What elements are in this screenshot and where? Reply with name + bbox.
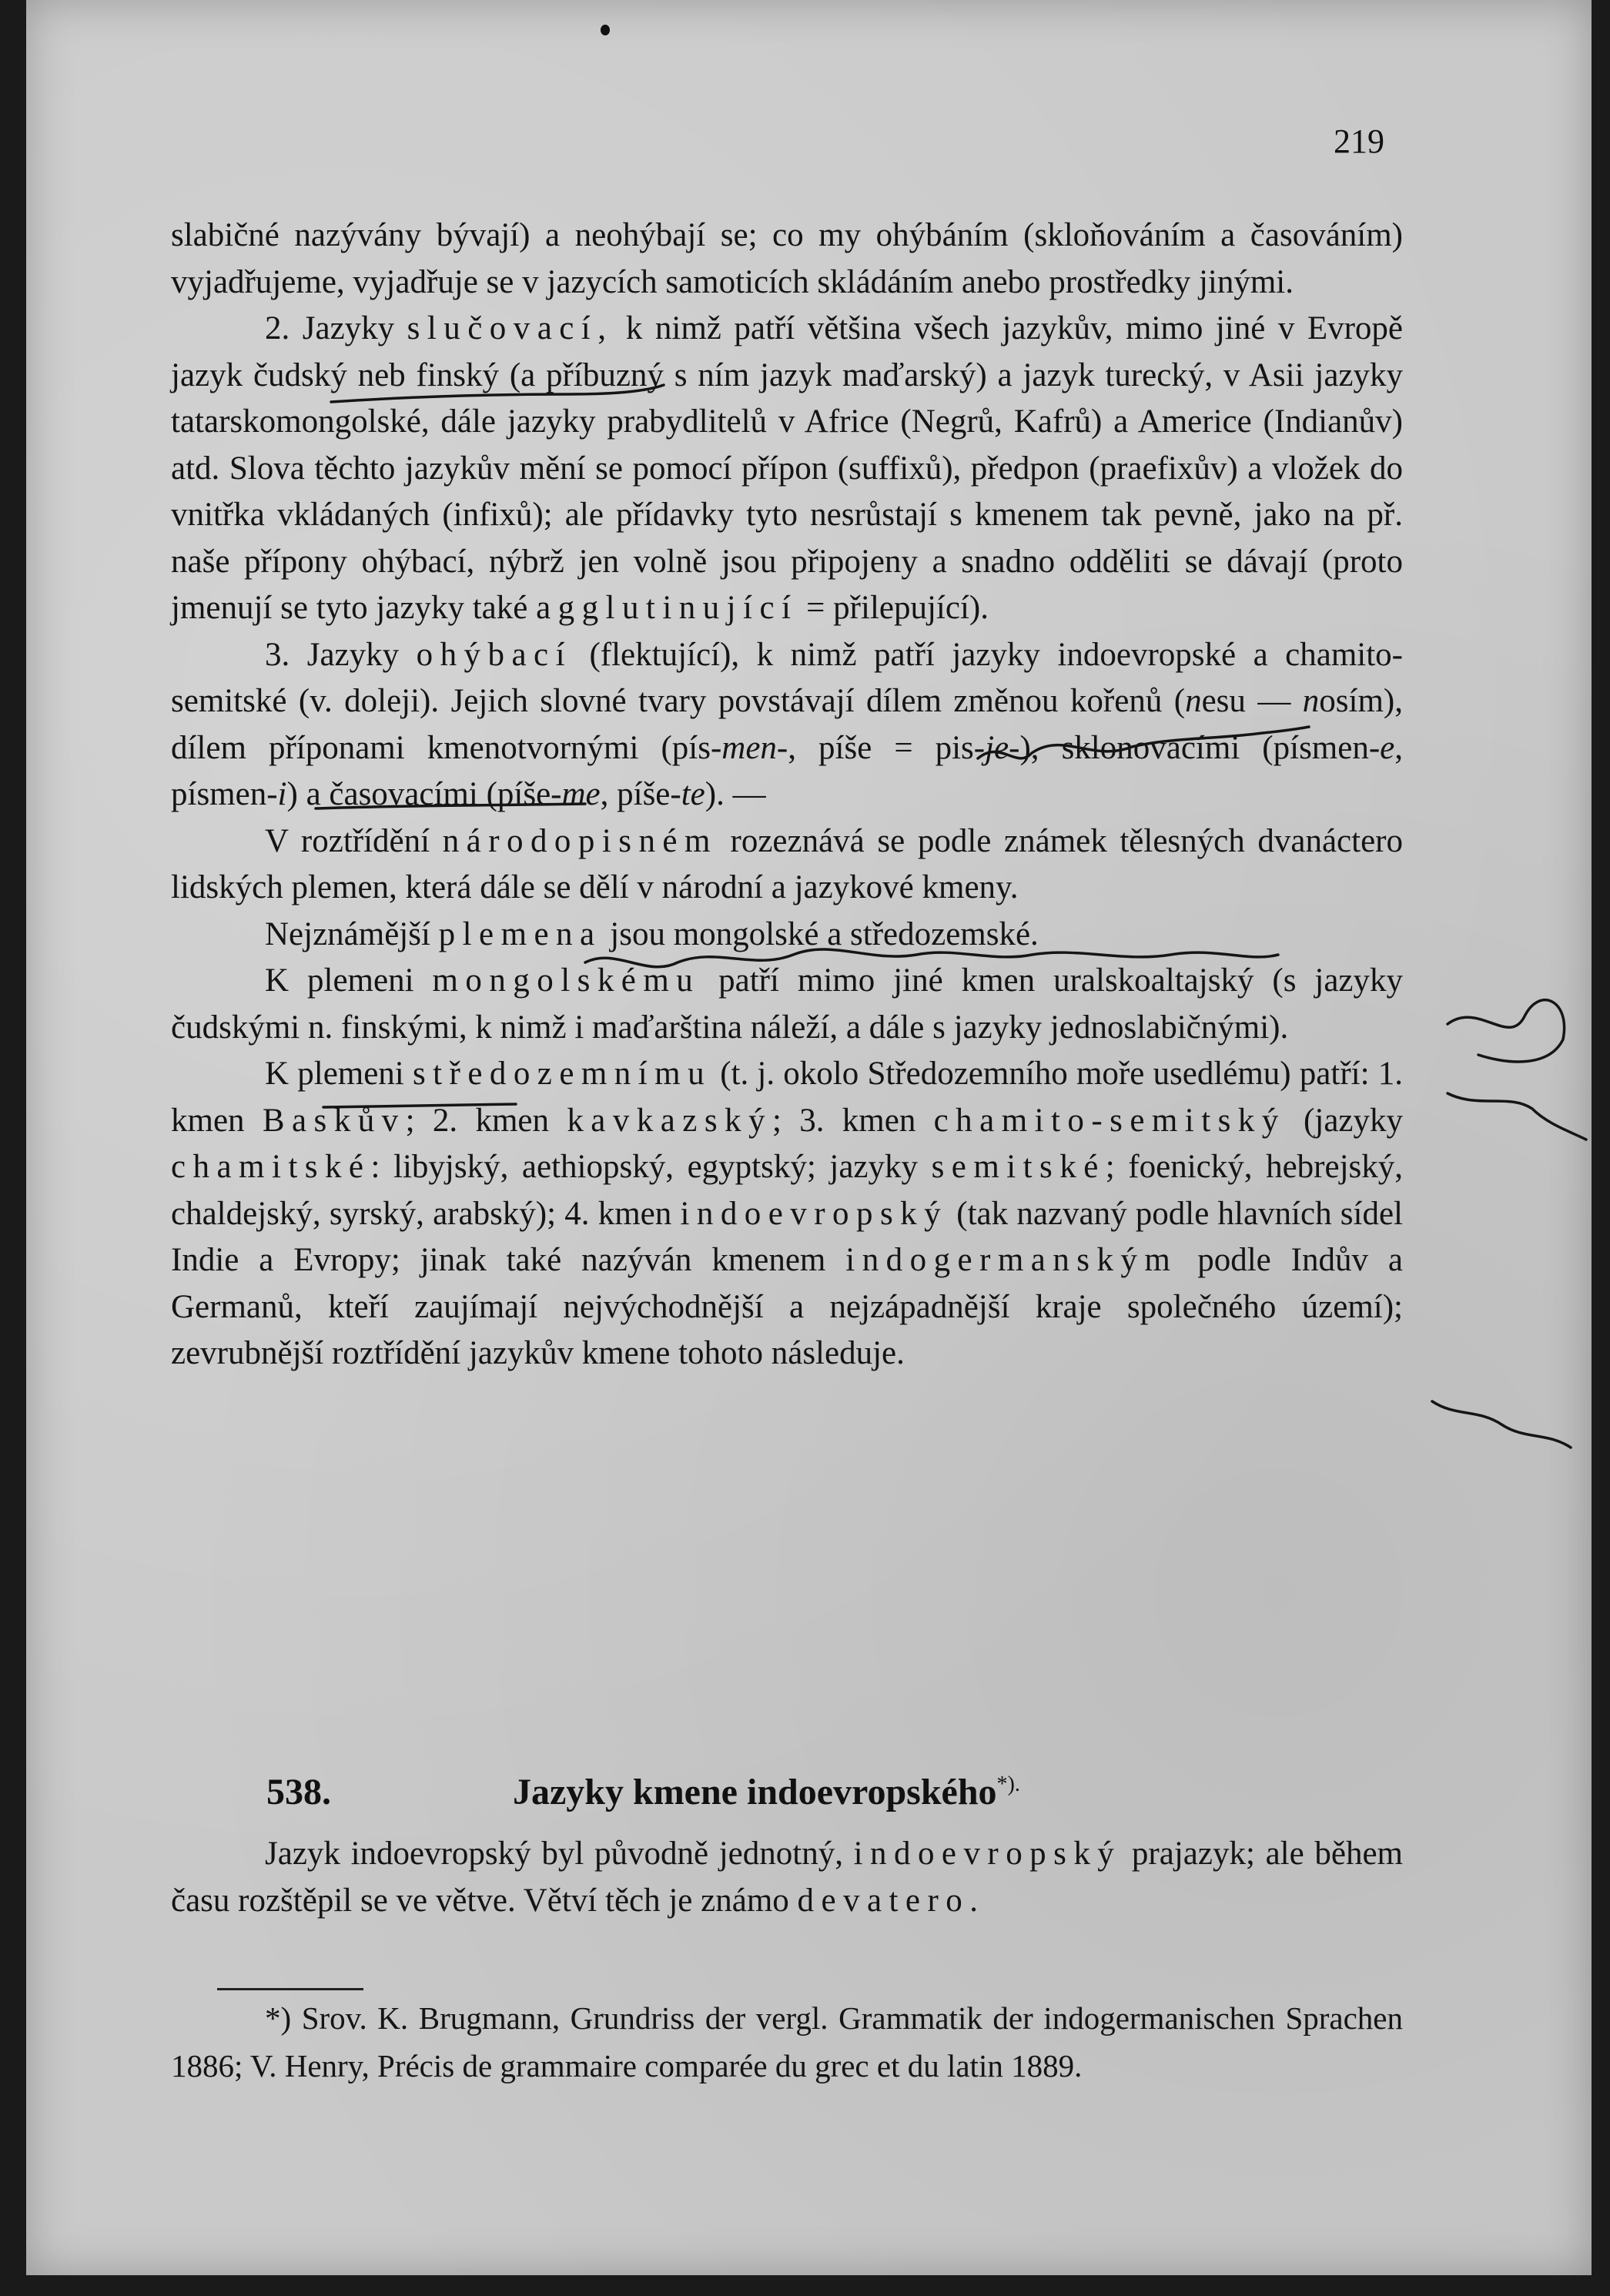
- paragraph-2: [171, 306, 1403, 632]
- italic-run: me: [561, 776, 601, 812]
- text-run: ) a časovacími (píše-: [286, 776, 562, 812]
- text-run: esu —: [1201, 683, 1303, 719]
- text-run: ; 3. kmen: [772, 1102, 934, 1139]
- italic-run: i: [277, 776, 287, 812]
- italic-run: te: [681, 776, 705, 812]
- text-run: K plemeni: [265, 962, 433, 999]
- italic-run: men: [721, 729, 777, 766]
- ink-speck: [601, 25, 610, 35]
- footnote: [171, 1994, 1403, 2090]
- section-number: 538.: [266, 1772, 331, 1812]
- text-run: k nimž patří většina všech jazykův, mimo jiné v Evropě jazyk čudský neb finský (a příbuzný s ním jazyk maďarský) a jazyk turecký, v Asii jazyky tatarskomongolské, dále jazyky prabydlitelů v Africe (Negrů, Kafrů) a Americe (Indianův) atd. Slova těchto jazykův mění se pomocí přípon (suffixů), předpon (praefixův) a vložek do vnitřka vkládaných (infixů); ale přídavky tyto nesrůstají s kmenem tak pevně, jako na př. naše přípony ohýbací, nýbrž jen volně jsou připojeny a snadno odděliti se dávají (proto jmenují se tyto jazyky také: [171, 310, 1404, 626]
- text-run: = přilepující).: [798, 590, 989, 626]
- text-run: podle Indův a Germanů, kteří zaujímají nejvýchodnější a nejzápadnější kraje společného území); zevrubnější roztřídění jazykův kmene tohoto následuje.: [171, 1242, 1403, 1371]
- spaced-term: slučovací,: [407, 310, 614, 346]
- body-text: [171, 213, 1403, 1377]
- text-run: 3. Jazyky: [265, 636, 417, 673]
- paragraph-7: [171, 1051, 1403, 1377]
- text-run: : libyjský, aethiopský, egyptský; jazyky: [370, 1149, 932, 1185]
- footnote-text: *) Srov. K. Brugmann, Grundriss der vergl. Grammatik der indogermanischen Sprachen 1886; V. Henry, Précis de grammaire comparée du grec et du latin 1889.: [171, 2000, 1403, 2083]
- text-run: prajazyk; ale během času rozštěpil se ve větve. Větví těch je známo: [171, 1836, 1403, 1919]
- text-run: rozeznává se podle známek tělesných dvanáctero lidských plemen, která dále se dělí v národní a jazykové kmeny.: [171, 822, 1403, 905]
- text-run: (tak nazvaný podle hlavních sídel Indie a Evropy; jinak také nazýván kmenem: [171, 1195, 1403, 1278]
- text-run: 2. Jazyky: [265, 310, 407, 346]
- spaced-term: národopisném: [442, 822, 718, 859]
- paragraph-3: [171, 632, 1403, 818]
- spaced-term: indogermanským: [845, 1242, 1178, 1278]
- italic-run: n: [1302, 683, 1320, 719]
- text-run: Nejznámější: [265, 915, 439, 952]
- text-run: -, píše = pis-: [776, 729, 986, 766]
- spaced-term: indoevropský: [853, 1836, 1122, 1872]
- spaced-term: devatero: [797, 1882, 970, 1919]
- text-run: Jazyk indoevropský byl původně jednotný,: [265, 1836, 854, 1872]
- text-run: jsou mongolské a středozemské.: [601, 915, 1039, 952]
- spaced-term: chamitské: [171, 1149, 371, 1185]
- text-run: (t. j. okolo Středozemního moře usedlému) patří: 1. kmen: [171, 1056, 1403, 1139]
- spaced-term: semitské: [931, 1149, 1106, 1185]
- text-run: -), sklonovacími (písmen-: [1009, 729, 1381, 766]
- text-run: .: [969, 1882, 978, 1919]
- text-run: (flektující), k nimž patří jazyky indoevropské a chamito-semitské (v. doleji). Jejich slovné tvary povstávají dílem změnou kořenů (: [171, 636, 1403, 719]
- section-title-text: Jazyky kmene indoevropského: [513, 1772, 997, 1812]
- text-run: osím), dílem příponami kmenotvornými (pís-: [171, 683, 1403, 766]
- text-run: V roztřídění: [265, 822, 443, 859]
- text-run: , písmen-: [171, 729, 1403, 812]
- text-run: ; 2. kmen: [405, 1102, 567, 1139]
- spaced-term: Baskův: [262, 1102, 406, 1139]
- spaced-term: středozemnímu: [412, 1056, 712, 1092]
- text-run: K plemeni: [265, 1056, 413, 1092]
- paragraph-6: [171, 958, 1403, 1051]
- footnote-mark: *).: [996, 1772, 1020, 1796]
- section-body: [171, 1831, 1403, 1924]
- text-run: , píše-: [600, 776, 681, 812]
- spaced-term: agglutinující: [536, 590, 798, 626]
- footnote-rule: [217, 1988, 363, 1990]
- text-run: (jazyky: [1285, 1102, 1403, 1139]
- paragraph-5: [171, 912, 1403, 959]
- spaced-term: indoevropský: [680, 1195, 949, 1232]
- section-title: [513, 1771, 1020, 1813]
- paragraph-1: slabičné nazývány bývají) a neohýbají se; co my ohýbáním (skloňováním a časováním) vyjadřujeme, vyjadřuje se v jazycích samoticích skládáním anebo prostředky jinými.: [171, 217, 1403, 300]
- text-run: patří mimo jiné kmen uralskoaltajský (s jazyky čudskými n. finskými, k nimž i maďarština náleží, a dále s jazyky jednoslabičnými).: [171, 962, 1403, 1046]
- text-run: ; foenický, hebrejský, chaldejský, syrský, arabský); 4. kmen: [171, 1149, 1403, 1232]
- page-number: 219: [1334, 122, 1384, 160]
- spaced-term: mongolskému: [432, 962, 701, 999]
- spaced-term: kavkazský: [567, 1102, 772, 1139]
- spaced-term: plemena: [438, 915, 602, 952]
- italic-run: n: [1185, 683, 1202, 719]
- text-run: ). —: [705, 776, 766, 812]
- paragraph-4: [171, 818, 1403, 912]
- spaced-term: chamito-semitský: [933, 1102, 1286, 1139]
- italic-run: je: [985, 729, 1009, 766]
- spaced-term: ohýbací: [416, 636, 572, 673]
- paragraph-8: [171, 1831, 1403, 1924]
- italic-run: e: [1380, 729, 1395, 766]
